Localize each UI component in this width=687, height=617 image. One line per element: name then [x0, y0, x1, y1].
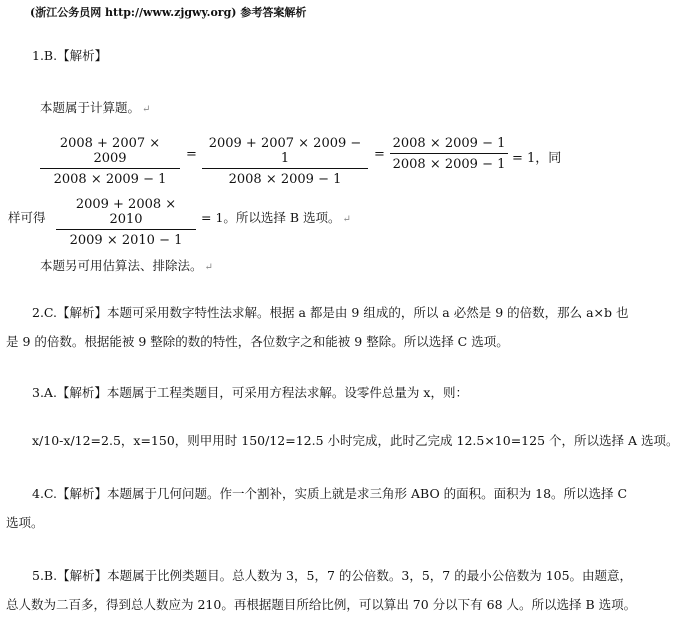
fraction-1-denominator: 2008 × 2009 − 1 — [53, 172, 167, 187]
return-mark-icon: ↵ — [342, 214, 351, 225]
q3-line-2: x/10-x/12=2.5，x=150，则甲用时 150/12=12.5 小时完成，此时乙完成 12.5×10=125 个，所以选择 A 选项。 — [32, 433, 679, 448]
fraction-4-numerator: 2009 + 2008 × 2010 — [56, 197, 196, 230]
q5-line-2: 总人数为二百多，得到总人数应为 210。再根据题目所给比例，可以算出 70 分以下有 68 人。所以选择 B 选项。 — [6, 597, 637, 612]
q3-line-1: 3.A.【解析】本题属于工程类题目，可采用方程法求解。设零件总量为 x，则： — [32, 385, 468, 400]
q4-line-1: 4.C.【解析】本题属于几何问题。作一个割补，实质上就是求三角形 ABO 的面积。面积为 18。所以选择 C — [32, 486, 628, 501]
q1-intro — [40, 98, 150, 116]
return-mark-icon: ↵ — [142, 104, 151, 115]
return-mark-icon: ↵ — [204, 262, 213, 273]
fraction-2-numerator: 2009 + 2007 × 2009 − 1 — [202, 136, 368, 169]
page-header: (浙江公务员网 http://www.zjgwy.org) 参考答案解析 — [30, 6, 307, 19]
q1-tail-2-wrap — [201, 208, 351, 226]
fraction-1-numerator: 2008 + 2007 × 2009 — [40, 136, 180, 169]
q1-extra: 本题另可用估算法、排除法。 — [40, 258, 203, 273]
q1-intro-text: 本题属于计算题。 — [40, 100, 141, 115]
q5-line-1: 5.B.【解析】本题属于比例类题目。总人数为 3，5，7 的公倍数。3，5，7 的最小公倍数为 105。由题意， — [32, 568, 633, 583]
fraction-2-denominator: 2008 × 2009 − 1 — [228, 172, 342, 187]
q2-line-2: 是 9 的倍数。根据能被 9 整除的数的特性，各位数字之和能被 9 整除。所以选择 C 选项。 — [6, 334, 509, 349]
q1-tail-2: = 1。所以选择 B 选项。 — [201, 210, 341, 225]
fraction-1 — [40, 136, 180, 187]
fraction-3-denominator: 2008 × 2009 − 1 — [392, 157, 506, 172]
q2-line-1: 2.C.【解析】本题可采用数字特性法求解。根据 a 都是由 9 组成的，所以 a 必然是 9 的倍数，那么 a×b 也 — [32, 305, 629, 320]
fraction-4-denominator: 2009 × 2010 − 1 — [69, 233, 183, 248]
fraction-3-numerator: 2008 × 2009 − 1 — [390, 136, 508, 154]
q1-extra-wrap — [40, 256, 213, 274]
equals-sign: = — [186, 147, 197, 162]
q1-title: 1.B.【解析】 — [32, 48, 108, 63]
fraction-4 — [56, 197, 196, 248]
q1-tail-1: = 1，同 — [512, 151, 562, 166]
fraction-2 — [202, 136, 368, 187]
q4-line-2: 选项。 — [6, 515, 44, 530]
equals-sign: = — [374, 147, 385, 162]
fraction-3 — [390, 136, 508, 172]
q1-lead-2: 样可得 — [8, 210, 46, 225]
